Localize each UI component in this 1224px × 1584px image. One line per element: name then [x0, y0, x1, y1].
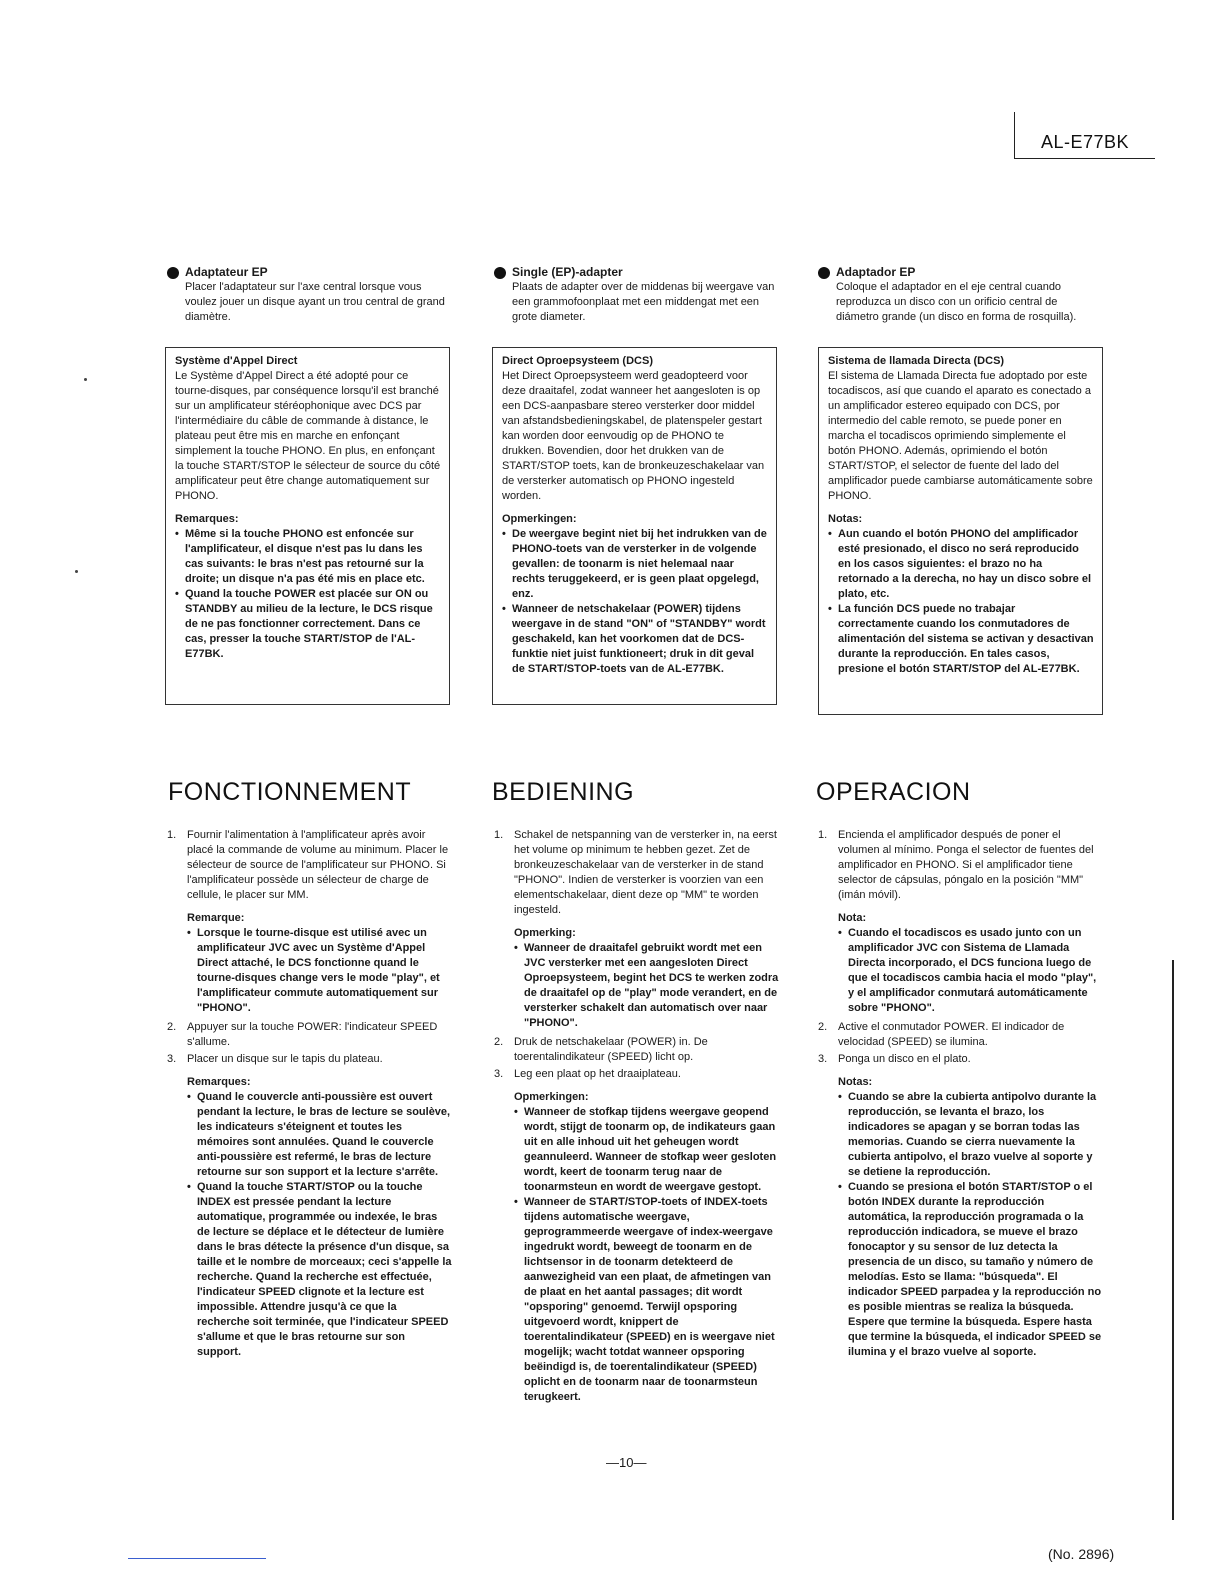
dcs-box-fr: [165, 347, 450, 705]
step-text: Ponga un disco en el plato.: [838, 1053, 971, 1065]
item-number-icon: [494, 267, 506, 279]
dcs-notes-title: Opmerkingen:: [502, 513, 577, 525]
note-list: [494, 1105, 779, 1405]
note-list: [167, 926, 452, 1016]
step-text: Leg een plaat op het draaiplateau.: [514, 1068, 681, 1080]
dcs-note: • Même si la touche PHONO est enfoncée sur l'amplificateur, el disque n'est pas lu dans les cas suivants: le bras n'est pas retourné sur la droite; un disque n'a pas été mis en place etc.: [175, 527, 441, 587]
step-text: Fournir l'alimentation à l'amplificateur après avoir placé la commande de volume au minimum. Placer le sélecteur de source de l'amplificateur sur PHONO. Si l'amplificateur possède un sélecteur de charge de cellule, le placer sur MM.: [187, 829, 449, 901]
section-heading-es: OPERACION: [816, 778, 971, 806]
ep-adapter-nl: [494, 265, 779, 325]
step-1: 1. Schakel de netspanning van de versterker in, na eerst het volume op minimum te hebben gezet. Zet de bronkeuzeschakelaar van de versterker in de stand "PHONO". Indien de versterker is voorzien van een elementschakelaar, dient deze op "MM" te worden ingesteld.: [494, 829, 777, 916]
step-1: 1. Fournir l'alimentation à l'amplificateur après avoir placé la commande de volume au minimum. Placer le sélecteur de source de l'amplificateur sur PHONO. Si l'amplificateur possède un sélecteur de charge de cellule, le placer sur MM.: [167, 829, 449, 901]
note-item: • Wanneer de START/STOP-toets of INDEX-toets tijdens automatische weergave, geprogrammeerde weergave of index-weergave ingedrukt wordt, beweegt de toonarm en de lichtsensor in de toonarm detekteerd de aanwezigheid van een plaat, de afmetingen van de plaat en het aantal passages; dit wordt "opsporing" genoemd. Terwijl opsporing uitgevoerd wordt, knippert de toerentalindikateur (SPEED) en is weergave niet mogelijk; wacht totdat wanneer opsporing beëindigd is, de toerentalindikateur (SPEED) oplicht en de toonarm naar de toonarmsteun terugkeert.: [514, 1195, 779, 1405]
step-2: 2. Active el conmutador POWER. El indicador de velocidad (SPEED) se ilumina.: [818, 1021, 1065, 1048]
note-item: • Wanneer de stofkap tijdens weergave geopend wordt, stijgt de toonarm op, de indikateurs gaan uit en alle inhoud uit het geheugen wordt geannuleerd. Wanneer de stofkap weer gesloten wordt, keert de toonarm terug naar de toonarmsteun en wordt de weergave gestopt.: [514, 1105, 779, 1195]
note-list: [494, 941, 779, 1031]
item-number-icon: [167, 267, 179, 279]
dcs-notes: [502, 527, 768, 677]
section-heading-fr: FONCTIONNEMENT: [168, 778, 412, 806]
note-item: • Lorsque le tourne-disque est utilisé avec un amplificateur JVC avec un Système d'Appel Direct attaché, le DCS fonctionne quand le tourne-disques change vers le mode "play", et l'amplificateur commute automatiquement sur "PHONO".: [187, 926, 452, 1016]
scan-dot: [75, 570, 78, 573]
dcs-text: Le Système d'Appel Direct a été adopté pour ce tourne-disques, par conséquence lorsqu'il est branché sur un amplificateur stéréophonique avec DCS par l'intermédiaire du câble de commande à distance, le plateau peut être mis en marche en enfonçant simplement la touche PHONO. En plus, en enfonçant la touche START/STOP le sélecteur de source du côté amplificateur peut être change automatiquement sur PHONO.: [175, 370, 441, 502]
dcs-note: • La función DCS puede no trabajar correctamente cuando los conmutadores de alimentación del sistema se activan y desactivan durante la reproducción. En tales casos, presione el botón START/STOP del AL-E77BK.: [828, 602, 1094, 677]
step-text: Schakel de netspanning van de versterker in, na eerst het volume op minimum te hebben gezet. Zet de bronkeuzeschakelaar van de versterker in de stand "PHONO". Indien de versterker is voorzien van een elementschakelaar, dient deze op "MM" te worden ingesteld.: [514, 829, 777, 916]
ep-title: Adaptateur EP: [185, 265, 268, 279]
operation-fr: [167, 828, 452, 1364]
ep-body: Plaats de adapter over de middenas bij weergave van een grammofoonplaat met een middengat met een grote diameter.: [512, 281, 775, 323]
note-item: • Quand la touche START/STOP ou la touche INDEX est pressée pendant la lecture automatique, programmée ou indexée, le bras de lecture se déplace et le détecteur de lumière dans le bras détecte la présence d'un disque, sa taille et le nombre de morceaux; ceci s'appelle la recherche. Quand la recherche est effectuée, l'indicateur SPEED clignote et la lecture est impossible. Attendre jusqu'à ce que la recherche soit terminée, que l'indicateur SPEED s'allume et que le bras retourne sur son support.: [187, 1180, 452, 1360]
dcs-text: Het Direct Oproepsysteem werd geadopteerd voor deze draaitafel, zodat wanneer het aangesloten is op een DCS-aanpasbare stereo versterker door middel van afstandsbedieningskabel, de platenspeler gestart kan worden door eenvoudig op de PHONO te drukken. Bovendien, door het drukken van de START/STOP toets, kan de bronkeuzeschakelaar van de versterker automatisch op PHONO ingesteld worden.: [502, 370, 765, 502]
note-item: • Cuando el tocadiscos es usado junto con un amplificador JVC con Sistema de Llamada Directa incorporado, el DCS funciona luego de que el tocadiscos cambia hacia el modo "play", y el amplificador conmutará automáticamente sobre "PHONO".: [838, 926, 1103, 1016]
document-number: (No. 2896): [1048, 1546, 1115, 1562]
step-3: 3. Placer un disque sur le tapis du plateau.: [167, 1053, 383, 1065]
step-2: 2. Druk de netschakelaar (POWER) in. De toerentalindikateur (SPEED) licht op.: [494, 1036, 708, 1063]
dcs-note: • Quand la touche POWER est placée sur ON ou STANDBY au milieu de la lecture, le DCS risque de ne pas fonctionner correctement. Dans ce cas, presser la touche START/STOP de l'AL-E77BK.: [175, 587, 441, 662]
step-text: Druk de netschakelaar (POWER) in. De toerentalindikateur (SPEED) licht op.: [514, 1036, 708, 1063]
dcs-notes-title: Notas:: [828, 513, 863, 525]
dcs-text: El sistema de Llamada Directa fue adoptado por este tocadiscos, así que cuando el aparato es conectado a un amplificador estereo equipado con DCS, por intermedio del cable remoto, se puede poner en marcha el tocadiscos oprimiendo simplemente el botón PHONO. Además, oprimiendo el botón START/STOP, el selector de fuente del lado del amplificador puede cambiarse automáticamente sobre PHONO.: [828, 370, 1093, 502]
section-heading-nl: BEDIENING: [492, 778, 635, 806]
note-title: Notas:: [838, 1076, 873, 1088]
step-2: 2. Appuyer sur la touche POWER: l'indicateur SPEED s'allume.: [167, 1021, 438, 1048]
dcs-title: Sistema de llamada Directa (DCS): [828, 355, 1005, 367]
page-number: —10—: [606, 1455, 647, 1470]
note-item: • Cuando se abre la cubierta antipolvo durante la reproducción, se levanta el brazo, los indicadores se apagan y se borran todas las memorias. Cuando se cierra nuevamente la cubierta antipolvo, el brazo vuelve al soporte y se detiene la reproducción.: [838, 1090, 1103, 1180]
step-3: 3. Leg een plaat op het draaiplateau.: [494, 1068, 681, 1080]
dcs-note: • De weergave begint niet bij het indrukken van de PHONO-toets van de versterker in de volgende gevallen: de toonarm is niet helemaal naar rechts teruggekeerd, er is geen plaat opgelegd, enz.: [502, 527, 768, 602]
dcs-title: Direct Oproepsysteem (DCS): [502, 355, 653, 367]
model-number: AL-E77BK: [1041, 132, 1130, 152]
note-item: • Cuando se presiona el botón START/STOP o el botón INDEX durante la reproducción automática, la reproducción programada o la reproducción indicadora, se mueve el brazo fonocaptor y su sensor de luz detecta la presencia de un disco, su tamaño y número de melodías. Esto se llama: "búsqueda". El indicador SPEED parpadea y la reproducción no es posible mientras se realiza la búsqueda. Espere que termine la búsqueda. Espere hasta que termine la búsqueda, el indicador SPEED se ilumina y el brazo vuelve al soporte.: [838, 1180, 1103, 1360]
dcs-notes-title: Remarques:: [175, 513, 239, 525]
ep-adapter-es: [818, 265, 1103, 325]
operation-es: [818, 828, 1103, 1364]
note-title: Opmerkingen:: [514, 1091, 589, 1103]
dcs-note: • Aun cuando el botón PHONO del amplificador esté presionado, el disco no será reproducido en los casos siguientes: el brazo no ha retornado a la derecha, no hay un disco sobre el plato, etc.: [828, 527, 1094, 602]
ep-title: Single (EP)-adapter: [512, 265, 623, 279]
note-list: [818, 1090, 1103, 1360]
step-1: 1. Encienda el amplificador después de poner el volumen al mínimo. Ponga el selector de fuentes del amplificador en PHONO. Si el amplificador tiene selector de cápsulas, póngalo en la posición "MM" (imán móvil).: [818, 829, 1094, 901]
note-list: [167, 1090, 452, 1360]
footer-link-line: [128, 1558, 266, 1559]
dcs-box-nl: [492, 347, 777, 705]
step-text: Encienda el amplificador después de poner el volumen al mínimo. Ponga el selector de fuentes del amplificador en PHONO. Si el amplificador tiene selector de cápsulas, póngalo en la posición "MM" (imán móvil).: [838, 829, 1094, 901]
ep-title: Adaptador EP: [836, 265, 916, 279]
note-title: Opmerking:: [514, 927, 576, 939]
step-3: 3. Ponga un disco en el plato.: [818, 1053, 971, 1065]
note-list: [818, 926, 1103, 1016]
note-title: Remarque:: [187, 912, 245, 924]
step-text: Appuyer sur la touche POWER: l'indicateur SPEED s'allume.: [187, 1021, 438, 1048]
scan-edge-rule: [1172, 960, 1174, 1520]
ep-adapter-fr: [167, 265, 452, 325]
note-title: Remarques:: [187, 1076, 251, 1088]
item-number-icon: [818, 267, 830, 279]
step-text: Placer un disque sur le tapis du plateau.: [187, 1053, 383, 1065]
note-title: Nota:: [838, 912, 867, 924]
ep-body: Placer l'adaptateur sur l'axe central lorsque vous voulez jouer un disque ayant un trou central de grand diamètre.: [185, 281, 445, 323]
dcs-notes: [175, 527, 441, 662]
scan-dot: [84, 378, 87, 381]
note-item: • Wanneer de draaitafel gebruikt wordt met een JVC versterker met een aangesloten Direct Oproepsysteem, begint het DCS te werken zodra de draaitafel op de "play" mode verandert, en de versterker schakelt dan automatisch over naar "PHONO".: [514, 941, 779, 1031]
step-text: Active el conmutador POWER. El indicador de velocidad (SPEED) se ilumina.: [838, 1021, 1065, 1048]
model-label-box: [1014, 112, 1155, 159]
dcs-box-es: [818, 347, 1103, 715]
dcs-title: Système d'Appel Direct: [175, 355, 298, 367]
dcs-notes: [828, 527, 1094, 677]
operation-nl: [494, 828, 779, 1409]
ep-body: Coloque el adaptador en el eje central cuando reproduzca un disco con un orificio central de diámetro grande (un disco en forma de rosquilla).: [836, 281, 1077, 323]
dcs-note: • Wanneer de netschakelaar (POWER) tijdens weergave in de stand "ON" of "STANDBY" wordt geschakeld, kan het voorkomen dat de DCS-funktie niet juist funktioneert; druk in dit geval de START/STOP-toets van de AL-E77BK.: [502, 602, 768, 677]
note-item: • Quand le couvercle anti-poussière est ouvert pendant la lecture, le bras de lecture se soulève, les indicateurs s'éteignent et toutes les mémoires sont annulées. Quand le couvercle anti-poussière est refermé, le bras de lecture retourne sur son support et la lecture s'arrête.: [187, 1090, 452, 1180]
